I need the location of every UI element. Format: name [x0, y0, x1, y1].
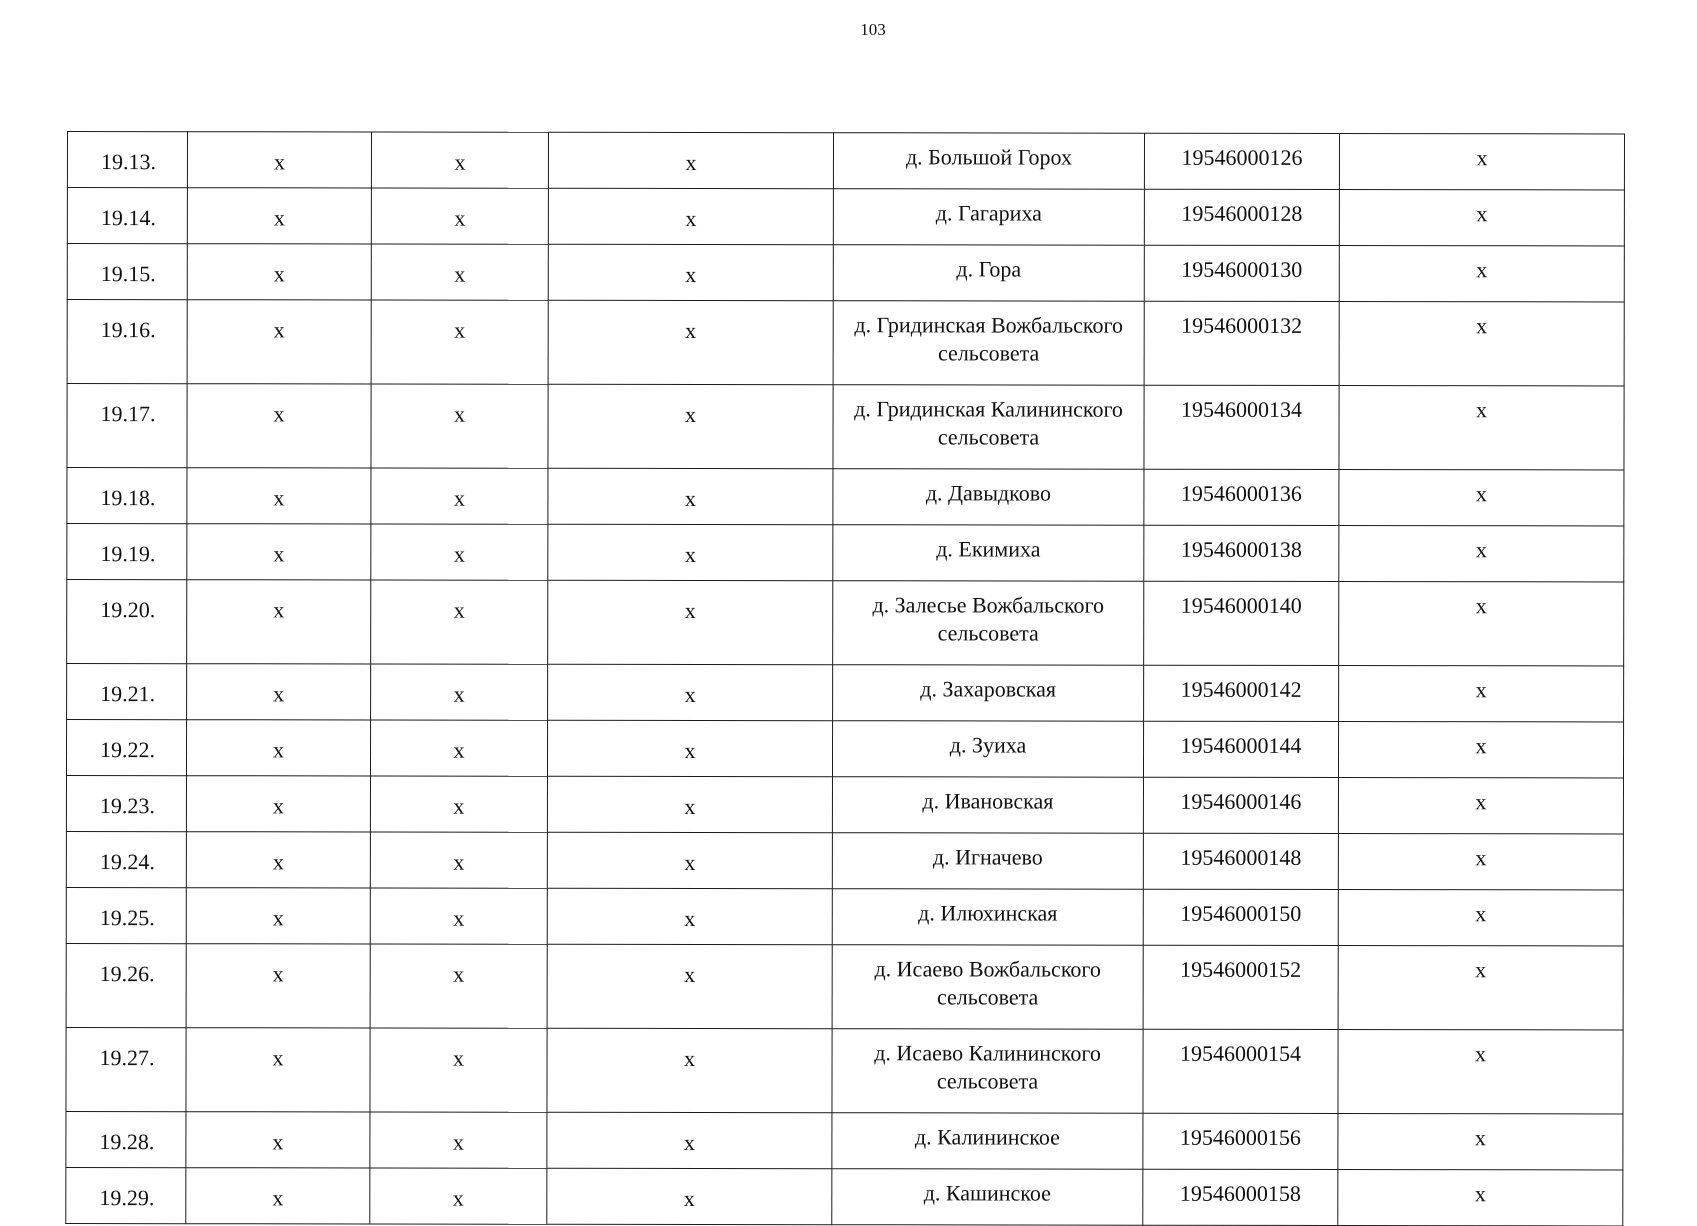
cell-x: х	[548, 524, 833, 580]
cell-x: х	[187, 580, 371, 664]
cell-x: х	[547, 1112, 832, 1168]
cell-x: х	[1339, 189, 1624, 245]
cell-x: х	[548, 300, 833, 384]
cell-x: х	[371, 524, 548, 580]
table-row	[67, 384, 1624, 470]
cell-x: х	[548, 580, 833, 664]
oktmo-code: 19546000130	[1144, 245, 1339, 301]
settlement-name: д. Гагариха	[833, 189, 1144, 245]
cell-x: х	[547, 832, 832, 888]
cell-x: х	[1339, 469, 1624, 525]
table-row	[66, 776, 1623, 834]
cell-x: х	[186, 1168, 370, 1224]
cell-x: х	[547, 944, 832, 1028]
row-number: 19.14.	[67, 188, 187, 244]
oktmo-code: 19546000132	[1144, 301, 1339, 385]
row-number: 19.19.	[67, 524, 187, 580]
cell-x: х	[1338, 1029, 1623, 1113]
cell-x: х	[371, 664, 548, 720]
row-number: 19.21.	[67, 664, 187, 720]
settlement-name: д. Калининское	[832, 1113, 1143, 1169]
oktmo-code: 19546000154	[1143, 1029, 1338, 1113]
table-row	[66, 831, 1623, 889]
table-row	[67, 244, 1624, 302]
cell-x: х	[186, 1112, 370, 1168]
table-row	[66, 943, 1623, 1029]
settlement-name: д. Большой Горох	[833, 133, 1144, 189]
cell-x: х	[371, 384, 548, 468]
cell-x: х	[186, 832, 370, 888]
table-row	[67, 300, 1624, 386]
cell-x: х	[371, 244, 548, 300]
cell-x: х	[186, 776, 370, 832]
table-row	[67, 524, 1624, 582]
table-row	[66, 1027, 1623, 1113]
cell-x: х	[371, 132, 548, 188]
cell-x: х	[370, 1112, 547, 1168]
cell-x: х	[186, 1028, 370, 1112]
row-number: 19.25.	[66, 887, 186, 943]
oktmo-code: 19546000136	[1144, 469, 1339, 525]
row-number: 19.18.	[67, 468, 187, 524]
cell-x: х	[548, 664, 833, 720]
table-row	[67, 580, 1624, 666]
cell-x: х	[1338, 1169, 1623, 1225]
cell-x: х	[371, 468, 548, 524]
oktmo-code: 19546000152	[1143, 945, 1338, 1029]
settlement-name: д. Илюхинская	[832, 889, 1143, 945]
table-row	[67, 188, 1624, 246]
cell-x: х	[370, 944, 547, 1028]
oktmo-code: 19546000148	[1143, 833, 1338, 889]
settlement-name: д. Екимиха	[833, 525, 1144, 581]
row-number: 19.15.	[67, 244, 187, 300]
cell-x: х	[548, 384, 833, 468]
cell-x: х	[548, 244, 833, 300]
oktmo-code: 19546000134	[1144, 385, 1339, 469]
settlement-name: д. Давыдково	[833, 469, 1144, 525]
oktmo-code: 19546000150	[1143, 889, 1338, 945]
table-row	[66, 887, 1623, 945]
cell-x: х	[547, 776, 832, 832]
row-number: 19.29.	[66, 1167, 186, 1223]
cell-x: х	[370, 888, 547, 944]
cell-x: х	[370, 720, 547, 776]
table-row	[66, 720, 1623, 778]
cell-x: х	[1338, 777, 1623, 833]
oktmo-code: 19546000158	[1143, 1169, 1338, 1225]
cell-x: х	[186, 720, 370, 776]
table-row	[66, 1111, 1623, 1169]
cell-x: х	[187, 524, 371, 580]
cell-x: х	[1339, 385, 1624, 469]
oktmo-code: 19546000126	[1144, 133, 1339, 189]
oktmo-code: 19546000138	[1144, 525, 1339, 581]
cell-x: х	[1338, 721, 1623, 777]
cell-x: х	[371, 188, 548, 244]
settlement-name: д. Залесье Вожбальского сельсовета	[833, 581, 1144, 665]
table-row	[67, 132, 1624, 190]
cell-x: х	[1339, 525, 1624, 581]
cell-x: х	[370, 1168, 547, 1224]
cell-x: х	[1338, 889, 1623, 945]
row-number: 19.28.	[66, 1111, 186, 1167]
row-number: 19.23.	[66, 776, 186, 832]
settlement-name: д. Исаево Вожбальского сельсовета	[832, 945, 1143, 1029]
table-row	[67, 664, 1624, 722]
settlement-name: д. Исаево Калининского сельсовета	[832, 1029, 1143, 1113]
cell-x: х	[548, 132, 833, 188]
cell-x: х	[1339, 245, 1624, 301]
cell-x: х	[1338, 945, 1623, 1029]
cell-x: х	[187, 664, 371, 720]
oktmo-code: 19546000146	[1143, 777, 1338, 833]
cell-x: х	[548, 468, 833, 524]
cell-x: х	[370, 832, 547, 888]
page-number: 103	[860, 20, 886, 39]
cell-x: х	[1338, 1113, 1623, 1169]
settlements-table	[65, 131, 1625, 1226]
cell-x: х	[186, 888, 370, 944]
oktmo-code: 19546000140	[1144, 581, 1339, 665]
settlement-name: д. Кашинское	[832, 1169, 1143, 1225]
row-number: 19.24.	[66, 831, 186, 887]
row-number: 19.27.	[66, 1027, 186, 1111]
row-number: 19.17.	[67, 384, 187, 468]
settlement-name: д. Гора	[833, 245, 1144, 301]
cell-x: х	[371, 580, 548, 664]
row-number: 19.13.	[67, 132, 187, 188]
cell-x: х	[1339, 665, 1624, 721]
oktmo-code: 19546000156	[1143, 1113, 1338, 1169]
cell-x: х	[1338, 833, 1623, 889]
cell-x: х	[371, 300, 548, 384]
oktmo-code: 19546000144	[1143, 721, 1338, 777]
oktmo-code: 19546000142	[1144, 665, 1339, 721]
cell-x: х	[1339, 133, 1624, 189]
settlement-name: д. Гридинская Калининского сельсовета	[833, 385, 1144, 469]
settlement-name: д. Ивановская	[832, 777, 1143, 833]
cell-x: х	[547, 1028, 832, 1112]
cell-x: х	[547, 720, 832, 776]
row-number: 19.16.	[67, 300, 187, 384]
cell-x: х	[547, 888, 832, 944]
settlement-name: д. Гридинская Вожбальского сельсовета	[833, 301, 1144, 385]
table-row	[66, 1167, 1623, 1225]
cell-x: х	[187, 244, 371, 300]
oktmo-code: 19546000128	[1144, 189, 1339, 245]
cell-x: х	[187, 468, 371, 524]
cell-x: х	[548, 188, 833, 244]
cell-x: х	[1339, 581, 1624, 665]
settlement-name: д. Игначево	[832, 833, 1143, 889]
cell-x: х	[1339, 301, 1624, 385]
cell-x: х	[187, 188, 371, 244]
settlement-name: д. Зуиха	[832, 721, 1143, 777]
cell-x: х	[187, 300, 371, 384]
cell-x: х	[547, 1168, 832, 1224]
cell-x: х	[187, 384, 371, 468]
row-number: 19.22.	[66, 720, 186, 776]
cell-x: х	[187, 132, 371, 188]
cell-x: х	[370, 1028, 547, 1112]
settlement-name: д. Захаровская	[833, 665, 1144, 721]
table-row	[67, 468, 1624, 526]
cell-x: х	[186, 944, 370, 1028]
row-number: 19.26.	[66, 943, 186, 1027]
row-number: 19.20.	[67, 580, 187, 664]
cell-x: х	[370, 776, 547, 832]
